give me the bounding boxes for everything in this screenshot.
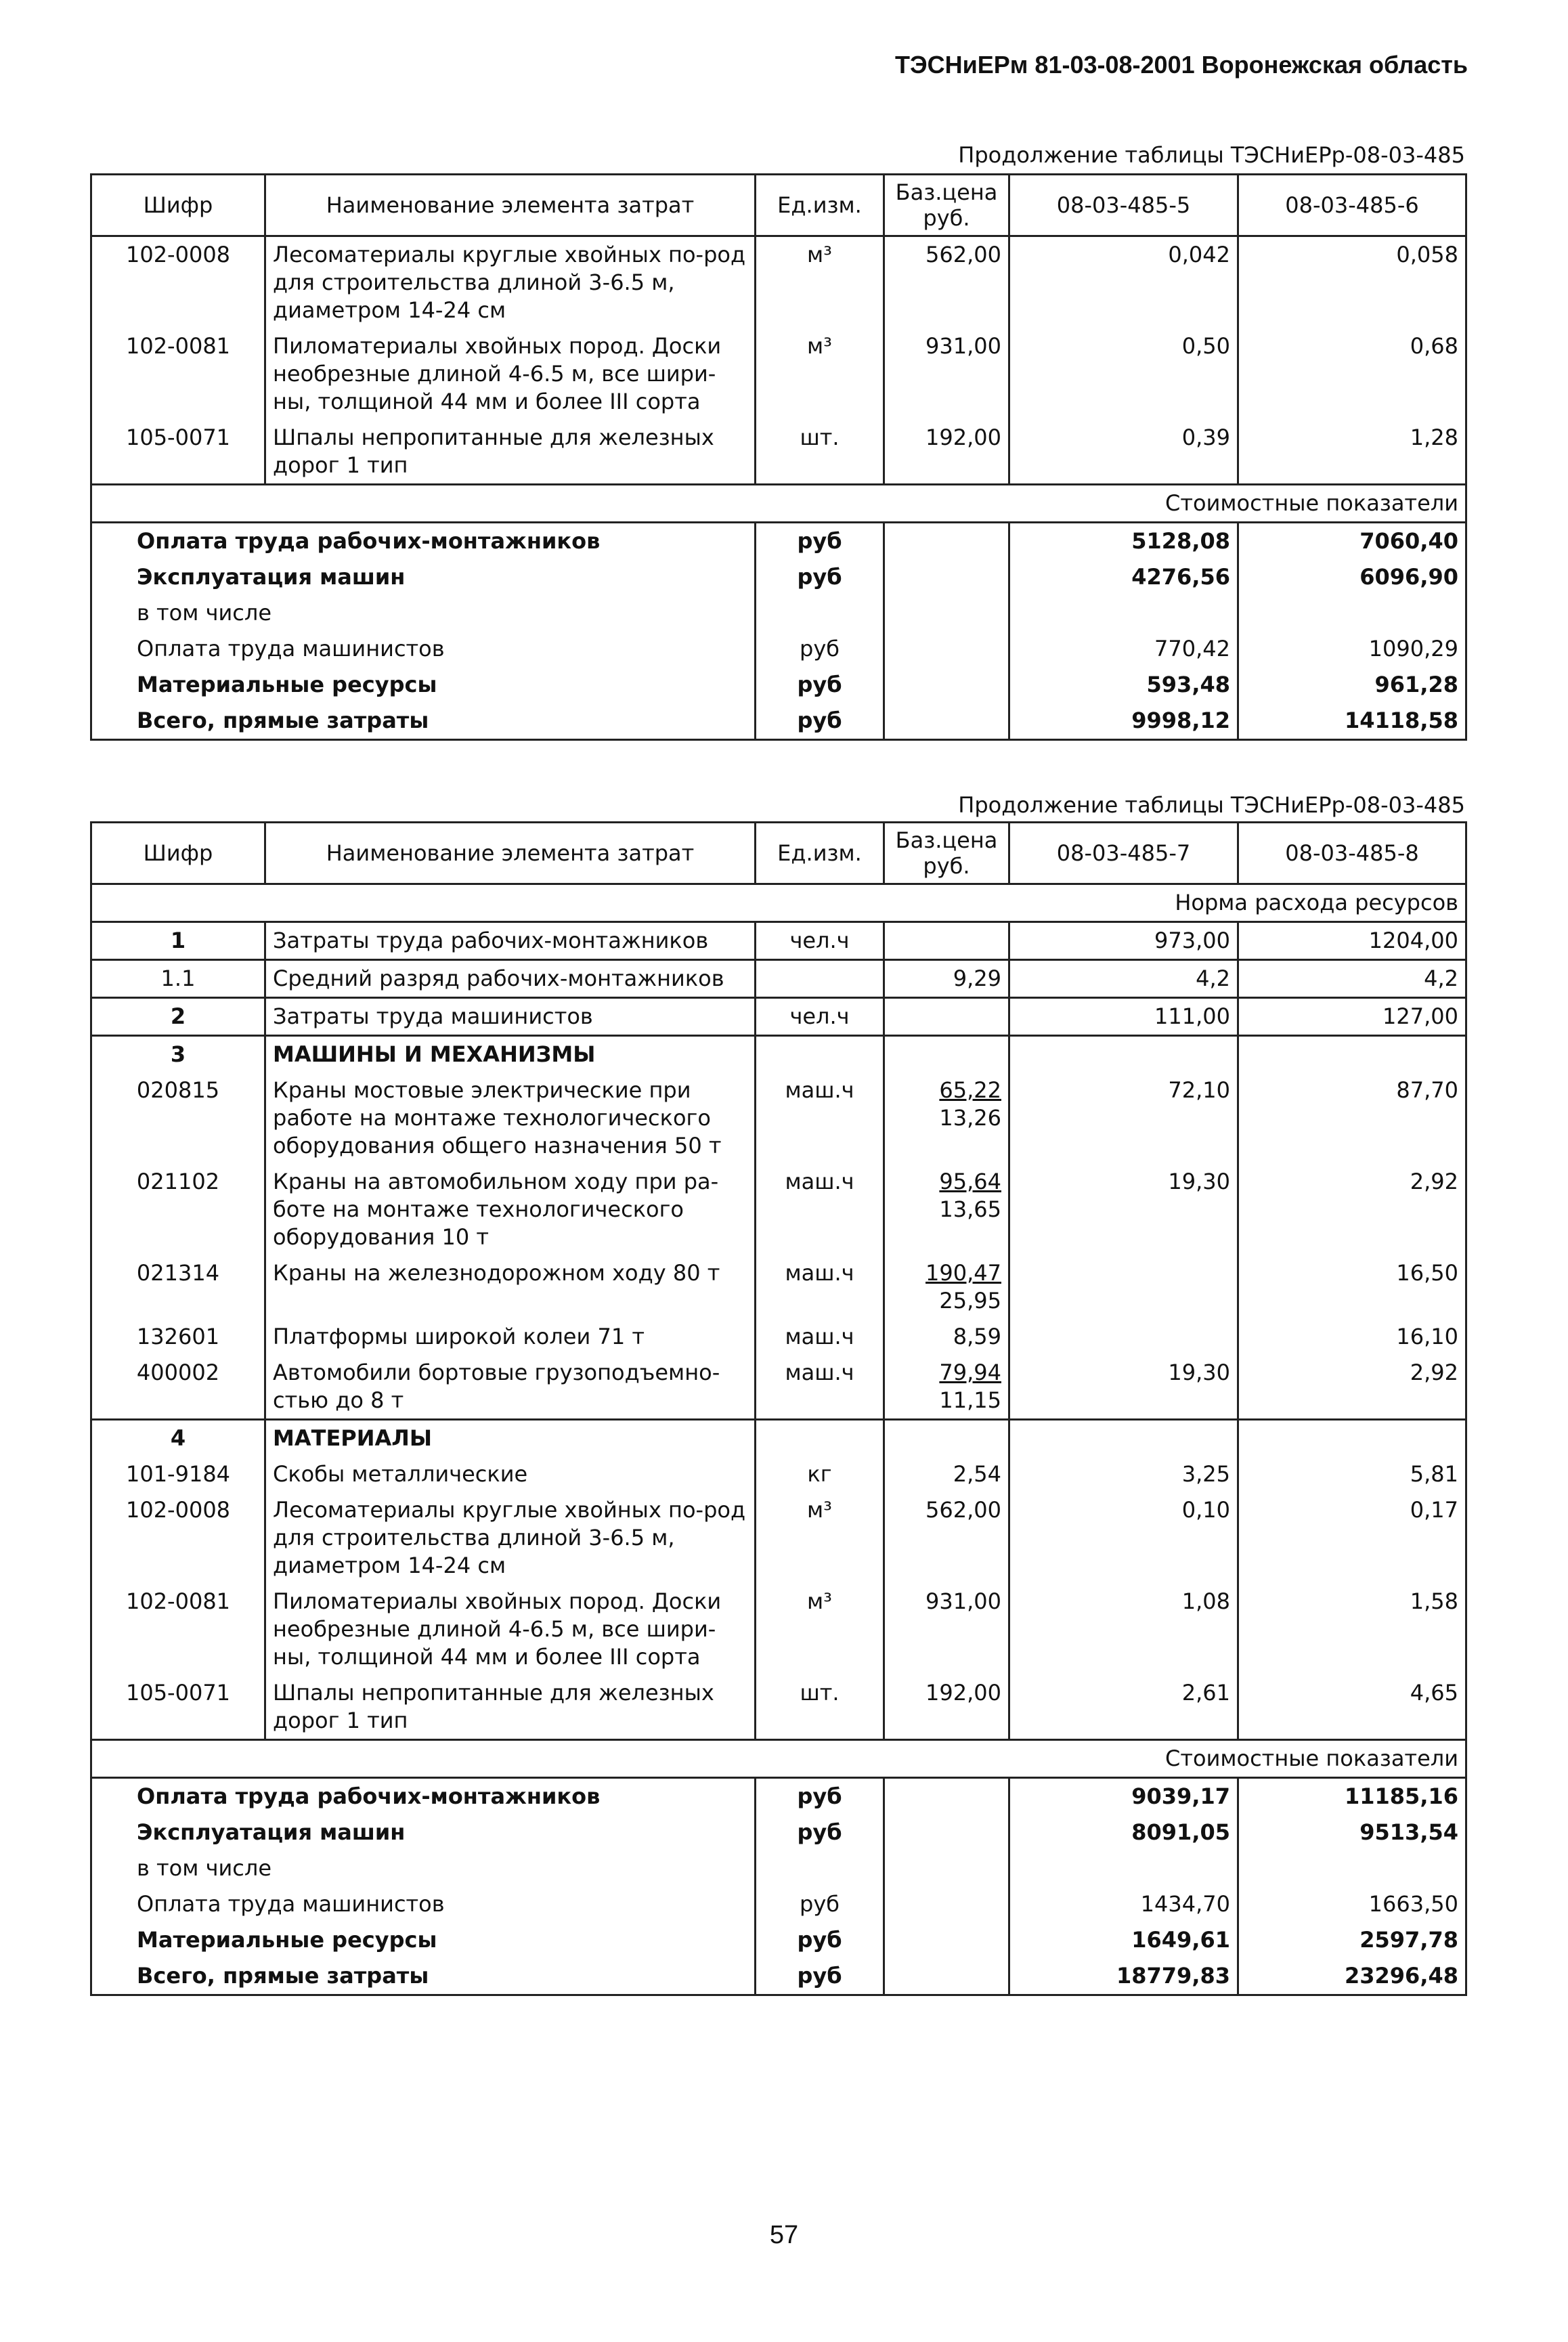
row-value-2: 1,58 bbox=[1238, 1584, 1466, 1675]
row-code: 1 bbox=[91, 922, 265, 960]
row-name: Средний разряд рабочих-монтажников bbox=[265, 960, 756, 998]
summary-price bbox=[884, 1886, 1009, 1922]
table1-body bbox=[91, 236, 1466, 740]
col-header: Ед.изм. bbox=[756, 175, 884, 236]
row-name: МАТЕРИАЛЫ bbox=[265, 1420, 756, 1457]
row-value-1: 2,61 bbox=[1009, 1675, 1238, 1740]
summary-unit: руб bbox=[756, 1815, 884, 1850]
table-row bbox=[91, 1319, 1466, 1355]
row-code: 400002 bbox=[91, 1355, 265, 1420]
summary-unit: руб bbox=[756, 1778, 884, 1815]
summary-value-2: 2597,78 bbox=[1238, 1922, 1466, 1958]
col-header: 08-03-485-6 bbox=[1238, 175, 1466, 236]
row-value-1 bbox=[1009, 1255, 1238, 1319]
summary-price bbox=[884, 1922, 1009, 1958]
table-row bbox=[91, 420, 1466, 485]
price-wage: 13,26 bbox=[939, 1105, 1001, 1131]
row-name: Краны мостовые электрические при работе на монтаже технологического оборудования общего назначения 50 т bbox=[265, 1072, 756, 1164]
row-name: Лесоматериалы круглые хвойных по-род для строительства длиной 3-6.5 м, диаметром 14-24 см bbox=[265, 236, 756, 329]
summary-value-2: 11185,16 bbox=[1238, 1778, 1466, 1815]
row-value-1: 0,50 bbox=[1009, 328, 1238, 420]
summary-row bbox=[91, 1778, 1466, 1815]
price-wage: 11,15 bbox=[939, 1387, 1001, 1413]
table-row bbox=[91, 1456, 1466, 1492]
row-value-1 bbox=[1009, 1036, 1238, 1073]
summary-value-1: 18779,83 bbox=[1009, 1958, 1238, 1995]
row-value-2 bbox=[1238, 1036, 1466, 1073]
row-value-2: 5,81 bbox=[1238, 1456, 1466, 1492]
row-name: Автомобили бортовые грузоподъемно-стью до 8 т bbox=[265, 1355, 756, 1420]
table-row bbox=[91, 1584, 1466, 1675]
row-unit: маш.ч bbox=[756, 1319, 884, 1355]
summary-row bbox=[91, 595, 1466, 631]
row-price: 192,00 bbox=[884, 1675, 1009, 1740]
summary-label: Эксплуатация машин bbox=[91, 559, 756, 595]
row-unit: чел.ч bbox=[756, 998, 884, 1036]
summary-unit bbox=[756, 1850, 884, 1886]
row-unit: м³ bbox=[756, 328, 884, 420]
summary-label: Всего, прямые затраты bbox=[91, 1958, 756, 1995]
summary-price bbox=[884, 523, 1009, 560]
summary-row bbox=[91, 559, 1466, 595]
row-code: 021314 bbox=[91, 1255, 265, 1319]
price-wage: 13,65 bbox=[939, 1196, 1001, 1222]
row-price: 562,00 bbox=[884, 1492, 1009, 1584]
summary-unit: руб bbox=[756, 1958, 884, 1995]
cost-heading-row bbox=[91, 1740, 1466, 1778]
summary-label: Материальные ресурсы bbox=[91, 1922, 756, 1958]
summary-unit: руб bbox=[756, 1922, 884, 1958]
summary-label: Оплата труда рабочих-монтажников bbox=[91, 523, 756, 560]
summary-label: Всего, прямые затраты bbox=[91, 703, 756, 740]
summary-row bbox=[91, 1958, 1466, 1995]
row-unit: шт. bbox=[756, 420, 884, 485]
row-price: 931,00 bbox=[884, 1584, 1009, 1675]
summary-row bbox=[91, 667, 1466, 703]
row-unit: чел.ч bbox=[756, 922, 884, 960]
row-name: Краны на автомобильном ходу при ра-боте на монтаже технологического оборудования 10 т bbox=[265, 1164, 756, 1255]
summary-value-1: 8091,05 bbox=[1009, 1815, 1238, 1850]
row-code: 102-0081 bbox=[91, 1584, 265, 1675]
summary-label: в том числе bbox=[91, 595, 756, 631]
row-price bbox=[884, 1164, 1009, 1255]
row-code: 020815 bbox=[91, 1072, 265, 1164]
row-value-1: 4,2 bbox=[1009, 960, 1238, 998]
row-price: 192,00 bbox=[884, 420, 1009, 485]
row-value-1: 19,30 bbox=[1009, 1164, 1238, 1255]
row-unit: м³ bbox=[756, 236, 884, 329]
row-code: 105-0071 bbox=[91, 1675, 265, 1740]
row-price bbox=[884, 922, 1009, 960]
summary-row bbox=[91, 1850, 1466, 1886]
row-price: 562,00 bbox=[884, 236, 1009, 329]
summary-row bbox=[91, 631, 1466, 667]
summary-price bbox=[884, 1958, 1009, 1995]
row-unit: кг bbox=[756, 1456, 884, 1492]
summary-label: Оплата труда машинистов bbox=[91, 631, 756, 667]
row-name: Краны на железнодорожном ходу 80 т bbox=[265, 1255, 756, 1319]
row-value-2: 0,058 bbox=[1238, 236, 1466, 329]
row-name: Лесоматериалы круглые хвойных по-род для строительства длиной 3-6.5 м, диаметром 14-24 см bbox=[265, 1492, 756, 1584]
row-value-2: 16,50 bbox=[1238, 1255, 1466, 1319]
summary-label: Материальные ресурсы bbox=[91, 667, 756, 703]
col-header: Баз.цена руб. bbox=[884, 823, 1009, 884]
price-machine: 79,94 bbox=[939, 1360, 1001, 1385]
table-row bbox=[91, 328, 1466, 420]
summary-value-2: 961,28 bbox=[1238, 667, 1466, 703]
summary-value-1: 770,42 bbox=[1009, 631, 1238, 667]
row-value-1: 0,10 bbox=[1009, 1492, 1238, 1584]
summary-value-1: 9039,17 bbox=[1009, 1778, 1238, 1815]
cost-heading-row bbox=[91, 485, 1466, 523]
col-header: Наименование элемента затрат bbox=[265, 175, 756, 236]
summary-price bbox=[884, 559, 1009, 595]
table-row bbox=[91, 1675, 1466, 1740]
summary-value-2: 1090,29 bbox=[1238, 631, 1466, 667]
summary-price bbox=[884, 703, 1009, 740]
summary-row bbox=[91, 1922, 1466, 1958]
row-value-1: 973,00 bbox=[1009, 922, 1238, 960]
row-price bbox=[884, 1255, 1009, 1319]
summary-value-2: 14118,58 bbox=[1238, 703, 1466, 740]
row-value-2: 1,28 bbox=[1238, 420, 1466, 485]
row-code: 102-0008 bbox=[91, 236, 265, 329]
price-machine: 95,64 bbox=[939, 1169, 1001, 1194]
row-unit: маш.ч bbox=[756, 1255, 884, 1319]
row-code: 101-9184 bbox=[91, 1456, 265, 1492]
summary-value-1: 9998,12 bbox=[1009, 703, 1238, 740]
row-name: Затраты труда рабочих-монтажников bbox=[265, 922, 756, 960]
row-value-1 bbox=[1009, 1319, 1238, 1355]
col-header: Ед.изм. bbox=[756, 823, 884, 884]
norm-heading-row bbox=[91, 884, 1466, 922]
row-code: 102-0081 bbox=[91, 328, 265, 420]
row-value-2: 1204,00 bbox=[1238, 922, 1466, 960]
row-price: 9,29 bbox=[884, 960, 1009, 998]
cost-heading: Стоимостные показатели bbox=[91, 485, 1466, 523]
summary-unit: руб bbox=[756, 667, 884, 703]
table2-caption: Продолжение таблицы ТЭСНиЕРр-08-03-485 bbox=[958, 792, 1465, 818]
row-value-2: 2,92 bbox=[1238, 1355, 1466, 1420]
summary-row bbox=[91, 523, 1466, 560]
table-row bbox=[91, 1036, 1466, 1073]
row-name: МАШИНЫ И МЕХАНИЗМЫ bbox=[265, 1036, 756, 1073]
row-value-2: 4,2 bbox=[1238, 960, 1466, 998]
row-name: Затраты труда машинистов bbox=[265, 998, 756, 1036]
summary-value-2 bbox=[1238, 1850, 1466, 1886]
row-value-1: 0,39 bbox=[1009, 420, 1238, 485]
summary-value-2: 6096,90 bbox=[1238, 559, 1466, 595]
summary-unit: руб bbox=[756, 523, 884, 560]
table-row bbox=[91, 960, 1466, 998]
summary-value-1: 1649,61 bbox=[1009, 1922, 1238, 1958]
row-unit: м³ bbox=[756, 1492, 884, 1584]
table-row bbox=[91, 1255, 1466, 1319]
table1 bbox=[90, 173, 1467, 741]
row-name: Скобы металлические bbox=[265, 1456, 756, 1492]
col-header: Шифр bbox=[91, 823, 265, 884]
summary-price bbox=[884, 631, 1009, 667]
row-price: 931,00 bbox=[884, 328, 1009, 420]
summary-value-1: 5128,08 bbox=[1009, 523, 1238, 560]
row-value-1: 1,08 bbox=[1009, 1584, 1238, 1675]
row-price bbox=[884, 1355, 1009, 1420]
summary-label: Оплата труда машинистов bbox=[91, 1886, 756, 1922]
row-value-1: 0,042 bbox=[1009, 236, 1238, 329]
summary-unit bbox=[756, 595, 884, 631]
col-header: 08-03-485-5 bbox=[1009, 175, 1238, 236]
summary-price bbox=[884, 1850, 1009, 1886]
price-wage: 25,95 bbox=[939, 1288, 1001, 1314]
row-name: Платформы широкой колеи 71 т bbox=[265, 1319, 756, 1355]
row-code: 3 bbox=[91, 1036, 265, 1073]
row-value-1: 72,10 bbox=[1009, 1072, 1238, 1164]
row-code: 105-0071 bbox=[91, 420, 265, 485]
row-price: 2,54 bbox=[884, 1456, 1009, 1492]
summary-value-2: 9513,54 bbox=[1238, 1815, 1466, 1850]
row-name: Шпалы непропитанные для железных дорог 1 тип bbox=[265, 420, 756, 485]
row-unit: маш.ч bbox=[756, 1072, 884, 1164]
summary-value-1 bbox=[1009, 595, 1238, 631]
summary-unit: руб bbox=[756, 559, 884, 595]
row-unit: маш.ч bbox=[756, 1355, 884, 1420]
row-price bbox=[884, 1036, 1009, 1073]
table-row bbox=[91, 1420, 1466, 1457]
row-unit bbox=[756, 960, 884, 998]
row-name: Шпалы непропитанные для железных дорог 1 тип bbox=[265, 1675, 756, 1740]
row-price bbox=[884, 998, 1009, 1036]
row-unit: м³ bbox=[756, 1584, 884, 1675]
table-row bbox=[91, 922, 1466, 960]
col-header: 08-03-485-7 bbox=[1009, 823, 1238, 884]
row-code: 4 bbox=[91, 1420, 265, 1457]
row-code: 132601 bbox=[91, 1319, 265, 1355]
row-price: 8,59 bbox=[884, 1319, 1009, 1355]
row-value-2: 0,68 bbox=[1238, 328, 1466, 420]
price-machine: 190,47 bbox=[925, 1260, 1001, 1286]
table-row bbox=[91, 1355, 1466, 1420]
summary-row bbox=[91, 703, 1466, 740]
row-unit bbox=[756, 1420, 884, 1457]
summary-value-2: 1663,50 bbox=[1238, 1886, 1466, 1922]
col-header: 08-03-485-8 bbox=[1238, 823, 1466, 884]
table2 bbox=[90, 821, 1467, 1996]
row-price bbox=[884, 1072, 1009, 1164]
summary-label: в том числе bbox=[91, 1850, 756, 1886]
row-code: 102-0008 bbox=[91, 1492, 265, 1584]
table2-header bbox=[91, 823, 1466, 884]
row-value-2: 127,00 bbox=[1238, 998, 1466, 1036]
norm-heading: Норма расхода ресурсов bbox=[91, 884, 1466, 922]
summary-value-2: 7060,40 bbox=[1238, 523, 1466, 560]
summary-row bbox=[91, 1886, 1466, 1922]
table1-caption: Продолжение таблицы ТЭСНиЕРр-08-03-485 bbox=[958, 142, 1465, 168]
row-value-2: 0,17 bbox=[1238, 1492, 1466, 1584]
row-price bbox=[884, 1420, 1009, 1457]
row-value-2: 4,65 bbox=[1238, 1675, 1466, 1740]
summary-label: Оплата труда рабочих-монтажников bbox=[91, 1778, 756, 1815]
summary-value-2 bbox=[1238, 595, 1466, 631]
document-header: ТЭСНиЕРм 81-03-08-2001 Воронежская область bbox=[895, 51, 1468, 79]
row-value-2: 16,10 bbox=[1238, 1319, 1466, 1355]
summary-value-1: 4276,56 bbox=[1009, 559, 1238, 595]
table2-body bbox=[91, 884, 1466, 1995]
summary-value-2: 23296,48 bbox=[1238, 1958, 1466, 1995]
summary-price bbox=[884, 1778, 1009, 1815]
summary-price bbox=[884, 595, 1009, 631]
col-header: Шифр bbox=[91, 175, 265, 236]
page-number: 57 bbox=[769, 2221, 799, 2249]
summary-price bbox=[884, 667, 1009, 703]
table1-header bbox=[91, 175, 1466, 236]
row-value-1: 19,30 bbox=[1009, 1355, 1238, 1420]
summary-row bbox=[91, 1815, 1466, 1850]
summary-value-1: 593,48 bbox=[1009, 667, 1238, 703]
summary-price bbox=[884, 1815, 1009, 1850]
col-header: Баз.цена руб. bbox=[884, 175, 1009, 236]
row-name: Пиломатериалы хвойных пород. Доски необрезные длиной 4-6.5 м, все шири-ны, толщиной 44 мм и более III сорта bbox=[265, 328, 756, 420]
row-unit bbox=[756, 1036, 884, 1073]
table-row bbox=[91, 998, 1466, 1036]
row-value-2 bbox=[1238, 1420, 1466, 1457]
summary-unit: руб bbox=[756, 703, 884, 740]
summary-unit: руб bbox=[756, 631, 884, 667]
summary-value-1 bbox=[1009, 1850, 1238, 1886]
row-value-1 bbox=[1009, 1420, 1238, 1457]
row-code: 021102 bbox=[91, 1164, 265, 1255]
table-row bbox=[91, 1492, 1466, 1584]
summary-value-1: 1434,70 bbox=[1009, 1886, 1238, 1922]
table-row bbox=[91, 1164, 1466, 1255]
row-name: Пиломатериалы хвойных пород. Доски необрезные длиной 4-6.5 м, все шири-ны, толщиной 44 мм и более III сорта bbox=[265, 1584, 756, 1675]
row-unit: маш.ч bbox=[756, 1164, 884, 1255]
row-code: 1.1 bbox=[91, 960, 265, 998]
row-unit: шт. bbox=[756, 1675, 884, 1740]
table-row bbox=[91, 236, 1466, 329]
table-row bbox=[91, 1072, 1466, 1164]
cost-heading: Стоимостные показатели bbox=[91, 1740, 1466, 1778]
row-value-1: 111,00 bbox=[1009, 998, 1238, 1036]
row-value-2: 87,70 bbox=[1238, 1072, 1466, 1164]
row-code: 2 bbox=[91, 998, 265, 1036]
col-header: Наименование элемента затрат bbox=[265, 823, 756, 884]
summary-label: Эксплуатация машин bbox=[91, 1815, 756, 1850]
row-value-2: 2,92 bbox=[1238, 1164, 1466, 1255]
summary-unit: руб bbox=[756, 1886, 884, 1922]
row-value-1: 3,25 bbox=[1009, 1456, 1238, 1492]
price-machine: 65,22 bbox=[939, 1077, 1001, 1103]
